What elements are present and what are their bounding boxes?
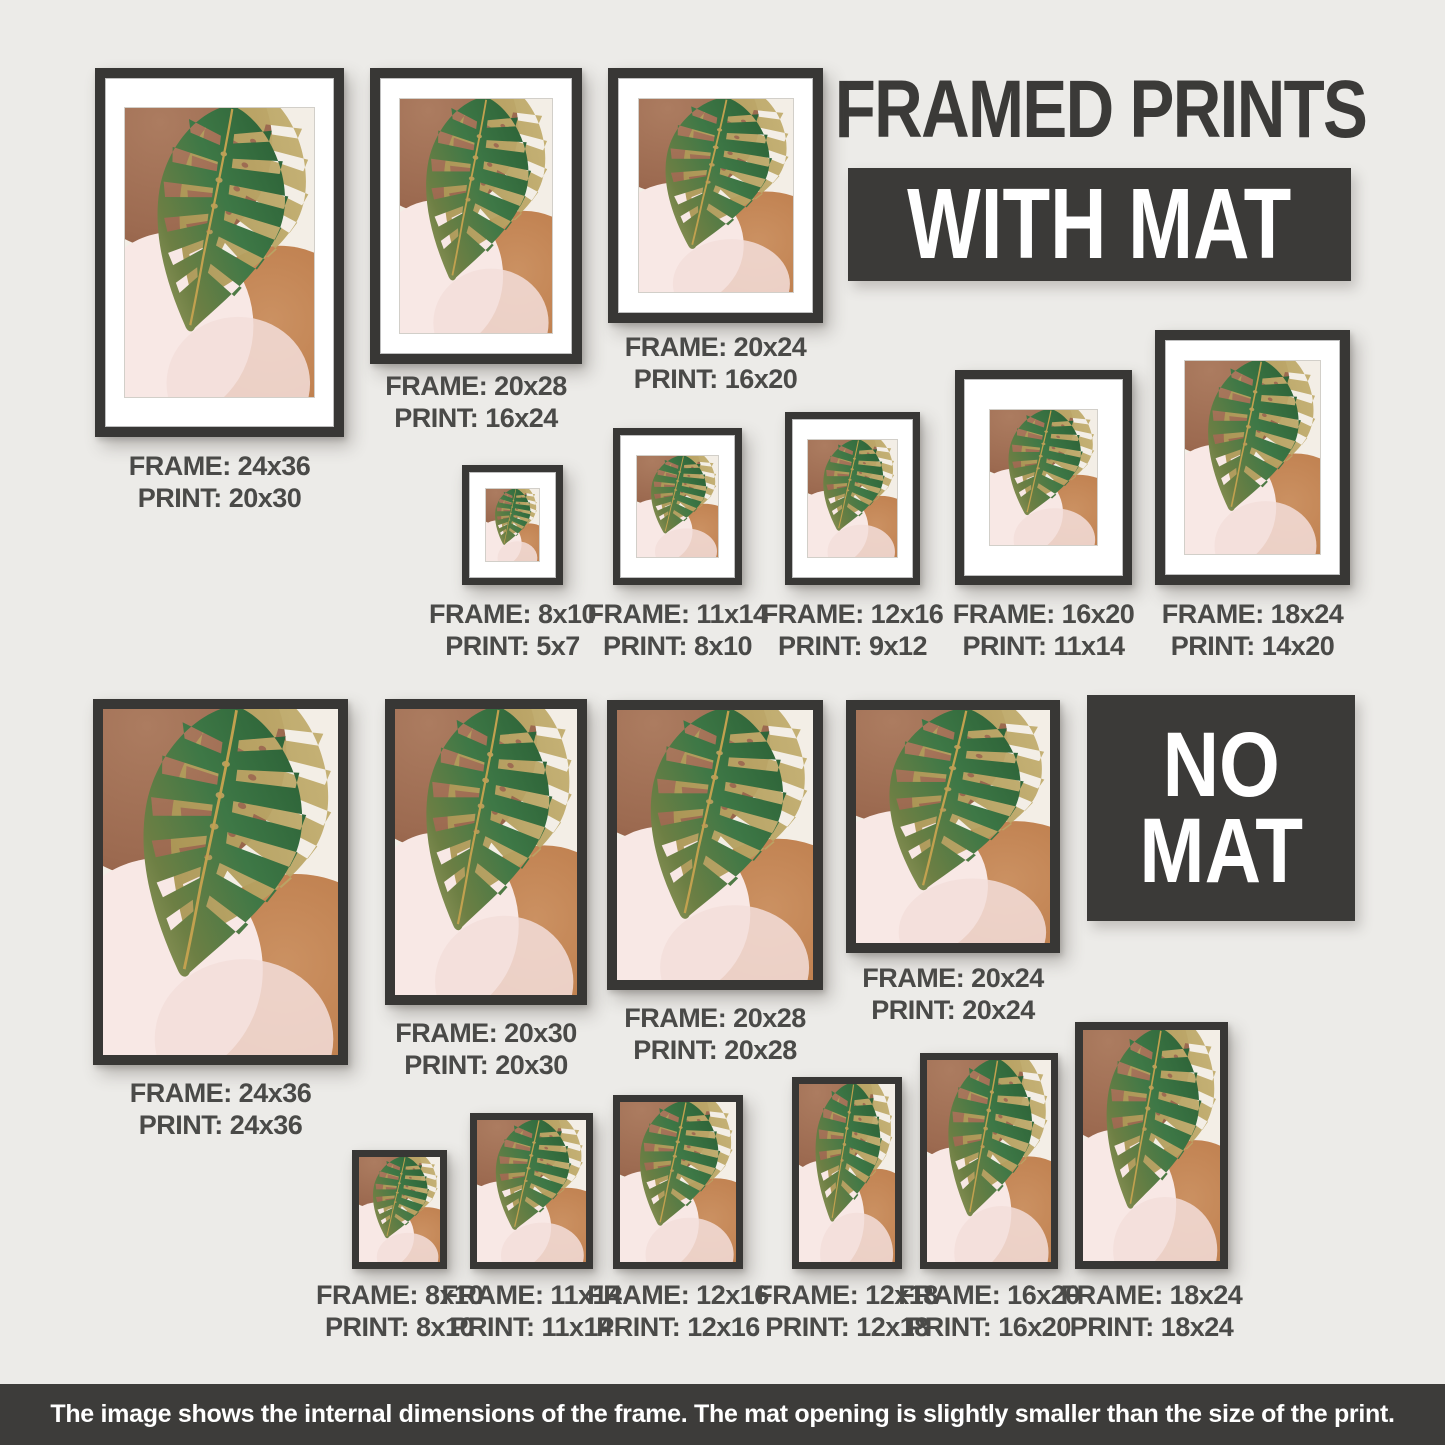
print-size-text: PRINT: 20x24 [871,994,1035,1025]
framed-print-12x16-with-mat [785,412,920,585]
print-size-text: PRINT: 18x24 [1069,1311,1234,1342]
monstera-art [400,99,552,334]
frame-molding [792,1077,902,1269]
framed-print-11x14-with-mat [613,428,742,585]
framed-print-20x28-no-mat [607,700,823,990]
monstera-art [1185,361,1319,555]
print-size-text: PRINT: 16x24 [394,402,558,433]
monstera-art [486,489,538,561]
frame-molding [920,1053,1058,1269]
frame-molding [352,1150,447,1269]
monstera-art [103,709,338,1055]
framed-print-8x10-no-mat [352,1150,447,1269]
frame-molding [93,699,348,1065]
full-bleed-print [1083,1030,1220,1261]
size-label-20x30-no-mat [356,1018,616,1081]
frame-molding [955,370,1132,585]
framed-print-20x30-no-mat [385,699,587,1005]
print-size-text: PRINT: 20x30 [404,1049,568,1080]
print-size-text: PRINT: 12x16 [596,1311,760,1342]
framed-print-24x36-no-mat [93,699,348,1065]
with-mat-banner [848,168,1351,281]
no-mat-line2: MAT [1139,800,1303,902]
no-mat-banner [1087,695,1355,921]
print-size-text: PRINT: 16x20 [633,363,798,394]
frame-size-text: FRAME: 11x14 [587,599,768,629]
matted-print [807,439,898,558]
size-label-20x28-with-mat [346,371,606,434]
frame-size-text: FRAME: 20x24 [624,332,807,362]
frame-molding [785,412,920,585]
print-size-text: PRINT: 16x20 [907,1311,1071,1342]
size-label-18x24-no-mat [1022,1280,1282,1343]
matted-print [989,409,1098,547]
frame-size-text: FRAME: 12x16 [587,1280,769,1310]
frame-molding [846,700,1060,953]
print-size-text: PRINT: 8x10 [602,630,753,661]
monstera-art [1083,1030,1220,1261]
matted-print [399,98,553,335]
frame-size-text: FRAME: 20x28 [624,1003,806,1033]
frame-molding [470,1113,593,1269]
print-size-text: PRINT: 11x14 [962,630,1125,661]
print-size-text: PRINT: 8x10 [324,1311,475,1342]
footer-note: The image shows the internal dimensions of the frame. The mat opening is slightly smaller than the size of the print. [50,1400,1395,1428]
monstera-art [477,1120,586,1262]
frame-molding [1075,1022,1228,1269]
size-label-18x24-with-mat [1123,599,1383,662]
frame-molding [370,68,582,364]
full-bleed-print [856,710,1050,943]
frame-size-text: FRAME: 8x10 [428,599,597,629]
monstera-art [637,456,719,556]
frame-molding [95,68,344,437]
framed-print-20x24-no-mat [846,700,1060,953]
no-mat-banner-label [1139,713,1303,902]
print-size-text: PRINT: 11x14 [450,1311,613,1342]
matted-print [636,455,720,557]
framed-print-12x18-no-mat [792,1077,902,1269]
framed-print-20x24-with-mat [608,68,823,323]
print-size-text: PRINT: 12x18 [765,1311,929,1342]
frame-size-text: FRAME: 20x24 [862,963,1044,993]
full-bleed-print [477,1120,586,1262]
monstera-art [808,440,897,557]
full-bleed-print [395,709,577,995]
frame-molding [1155,330,1350,585]
full-bleed-print [799,1084,895,1262]
full-bleed-print [617,710,813,980]
page-title: FRAMED PRINTS [834,64,1367,155]
frame-size-text: FRAME: 24x36 [129,1078,312,1108]
with-mat-banner-label: WITH MAT [907,168,1292,280]
frame-molding [608,68,823,323]
print-size-text: PRINT: 14x20 [1170,630,1335,661]
framed-print-12x16-no-mat [613,1095,743,1269]
size-label-20x24-with-mat [586,332,846,395]
monstera-art [990,410,1097,546]
framed-print-16x20-with-mat [955,370,1132,585]
matted-print [638,98,794,294]
full-bleed-print [927,1060,1051,1262]
frame-molding [462,465,563,585]
print-size-text: PRINT: 20x30 [137,482,302,513]
size-label-20x28-no-mat [585,1003,845,1066]
matted-print [124,107,315,398]
frame-molding [613,1095,743,1269]
frame-size-text: FRAME: 20x30 [395,1018,577,1048]
monstera-art [395,709,577,995]
frame-size-text: FRAME: 24x36 [128,451,311,481]
matted-print [1184,360,1320,556]
frame-size-text: FRAME: 8x10 [315,1280,484,1310]
framed-print-18x24-no-mat [1075,1022,1228,1269]
size-label-20x24-no-mat [823,963,1083,1026]
frame-size-text: FRAME: 20x28 [385,371,567,401]
monstera-art [359,1157,440,1262]
monstera-art [639,99,793,293]
frame-molding [607,700,823,990]
frame-size-text: FRAME: 16x20 [898,1280,1080,1310]
print-size-text: PRINT: 5x7 [445,630,580,661]
frame-size-text: FRAME: 11x14 [441,1280,622,1310]
full-bleed-print [620,1102,736,1262]
framed-print-18x24-with-mat [1155,330,1350,585]
frame-molding [613,428,742,585]
framed-print-11x14-no-mat [470,1113,593,1269]
full-bleed-print [359,1157,440,1262]
monstera-art [927,1060,1051,1262]
frame-size-text: FRAME: 18x24 [1161,599,1344,629]
size-label-24x36-with-mat [90,451,350,514]
matted-print [485,488,539,562]
footer-bar [0,1384,1445,1445]
frame-size-text: FRAME: 12x16 [761,599,944,629]
frame-molding [385,699,587,1005]
monstera-art [856,710,1050,943]
print-size-text: PRINT: 24x36 [138,1109,303,1140]
monstera-art [799,1084,895,1262]
size-label-24x36-no-mat [91,1078,351,1141]
no-mat-line1: NO [1162,713,1280,816]
frame-size-text: FRAME: 18x24 [1060,1280,1243,1310]
framed-print-24x36-with-mat [95,68,344,437]
print-size-text: PRINT: 9x12 [777,630,928,661]
frame-size-text: FRAME: 12x18 [756,1280,938,1310]
print-size-text: PRINT: 20x28 [633,1034,797,1065]
framed-print-8x10-with-mat [462,465,563,585]
framed-print-20x28-with-mat [370,68,582,364]
monstera-art [125,108,314,397]
monstera-art [617,710,813,980]
framed-print-16x20-no-mat [920,1053,1058,1269]
frame-size-text: FRAME: 16x20 [952,599,1135,629]
full-bleed-print [103,709,338,1055]
monstera-art [620,1102,736,1262]
